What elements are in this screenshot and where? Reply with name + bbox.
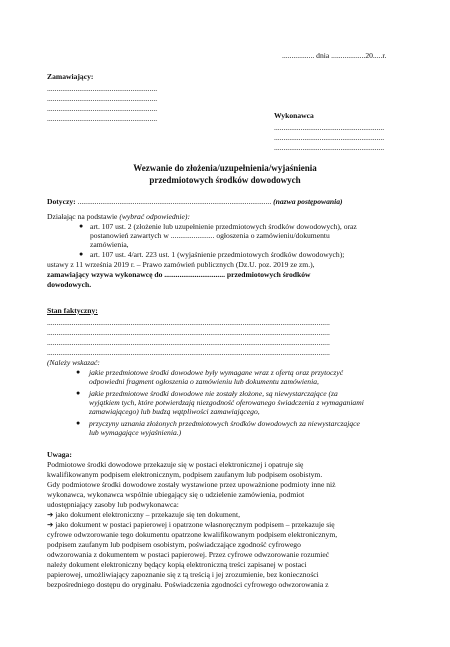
uwaga-line: papierowej, umożliwiający zapoznanie się z tą treścią i jej zrozumienie, bez konieczności [47,570,319,579]
dotyczy-label: Dotyczy: [47,197,76,206]
uwaga-line: ➔ jako dokument w postaci papierowej i opatrzone własnoręcznym podpisem – przekazuje się [47,520,335,529]
uwaga-label: Uwaga: [47,450,72,459]
zamawiajacy-label: Zamawiający: [47,72,94,81]
wzywa-line-1: zamawiający wzywa wykonawcę do ................................ przedmiotowych środków [47,270,311,279]
stan-bullet-line: lub wymagające wyjaśnienia.) [89,428,182,437]
wykonawca-line: .......................................................... [274,143,385,152]
dotyczy-dots: ...................................................................................................... [75,197,274,206]
uwaga-line: należy dokument elektroniczny będący kopią elektroniczną treści zapisanej w postaci [47,560,307,569]
date-line: ................. dnia ..................20.....r. [282,51,387,60]
uwaga-line: Gdy podmiotowe środki dowodowe zostały wystawione przez upoważnione podmioty inne niż [47,480,336,489]
uwaga-line: kwalifikowanym podpisem elektronicznym, podpisem zaufanym lub podpisem osobistym. [47,470,323,479]
zamawiajacy-line: .......................................................... [47,104,158,113]
wykonawca-label: Wykonawca [274,111,314,120]
uwaga-line: udostępniający zasoby lub podwykonawca: [47,500,179,509]
uwaga-line: odwzorowania z dokumentem w postaci papierowej. Przez cyfrowe odwzorowanie rozumieć [47,550,330,559]
uwaga-line: Podmiotowe środki dowodowe przekazuje się w postaci elektronicznej i opatruje się [47,460,304,469]
zamawiajacy-line: .......................................................... [47,114,158,123]
stan-bullet-line: przyczyny uznania złożonych przedmiotowych środków dowodowych za niewystarczające [89,419,360,428]
document-title-line-2: przedmiotowych środków dowodowych [149,175,301,185]
dzialajac-item: art. 107 ust. 4/art. 223 ust. 1 (wyjaśnienie przedmiotowych środków dowodowych); [90,250,345,259]
dzialajac-lead-hint: (wybrać odpowiednie): [117,212,190,221]
nalezy-wskazac: (Należy wskazać: [47,358,100,367]
stan-bullet-line: jakie przedmiotowe środki dowodowe nie zostały złożone, są niewystarczające (za [89,389,338,398]
wykonawca-line: .......................................................... [274,133,385,142]
bullet-dot: ● [79,250,84,258]
stan-bullet-line: wyjątkiem tych, które potwierdzają niezgodność oferowanego świadczenia z wymaganiami [89,398,364,407]
uwaga-line: cyfrowe odwzorowanie tego dokumentu opatrzone kwalifikowanym podpisem elektronicznym, [47,530,338,539]
stan-faktyczny-label: Stan faktyczny: [47,306,98,315]
stan-dot-line: ..................................................................................................................................................... [47,318,330,327]
uwaga-line: bezpośredniego dostępu do oryginału. Poświadczenia zgodności cyfrowego odwzorowania z [47,580,329,589]
bullet-dot: ● [76,368,81,376]
wykonawca-line: .......................................................... [274,123,385,132]
dzialajac-item: zamówienia, [90,240,129,249]
stan-bullet-line: zamawiającego) lub budzą wątpliwości zamawiającego, [89,407,260,416]
zamawiajacy-line: .......................................................... [47,94,158,103]
dzialajac-item: postanowień zawartych w ....................... ogłoszenia o zamówieniu/dokumentu [90,231,330,240]
stan-dot-line: ..................................................................................................................................................... [47,348,330,357]
dotyczy-suffix: (nazwa postępowania) [273,197,343,206]
uwaga-line: wykonawca, wykonawca wspólnie ubiegający się o udzielenie zamówienia, podmiot [47,490,305,499]
stan-dot-line: ..................................................................................................................................................... [47,338,330,347]
dzialajac-lead-text: Działając na podstawie [47,212,118,221]
dzialajac-item: art. 107 ust. 2 (złożenie lub uzupełnienie przedmiotowych środków dowodowych), oraz [90,222,357,231]
uwaga-line: podpisem zaufanym lub podpisem osobistym, poświadczające zgodność cyfrowego [47,540,301,549]
dotyczy-row [47,197,343,206]
document-title-line-1: Wezwanie do złożenia/uzupełnienia/wyjaśnienia [133,163,317,173]
bullet-dot: ● [76,389,81,397]
ustawy-line: ustawy z 11 września 2019 r. – Prawo zamówień publicznych (Dz.U. poz. 2019 ze zm.), [47,260,315,269]
dzialajac-lead [47,212,190,221]
wzywa-line-2: dowodowych. [47,280,92,289]
stan-bullet-line: jakie przedmiotowe środki dowodowe były wymagane wraz z ofertą oraz przytoczyć [89,368,344,377]
stan-dot-line: ..................................................................................................................................................... [47,328,330,337]
bullet-dot: ● [79,222,84,230]
bullet-dot: ● [76,419,81,427]
uwaga-line: ➔ jako dokument elektroniczny – przekazuje się ten dokument, [47,510,240,519]
stan-bullet-line: odpowiedni fragment ogłoszenia o zamówieniu lub dokumentu zamówienia, [89,377,319,386]
zamawiajacy-line: .......................................................... [47,84,158,93]
